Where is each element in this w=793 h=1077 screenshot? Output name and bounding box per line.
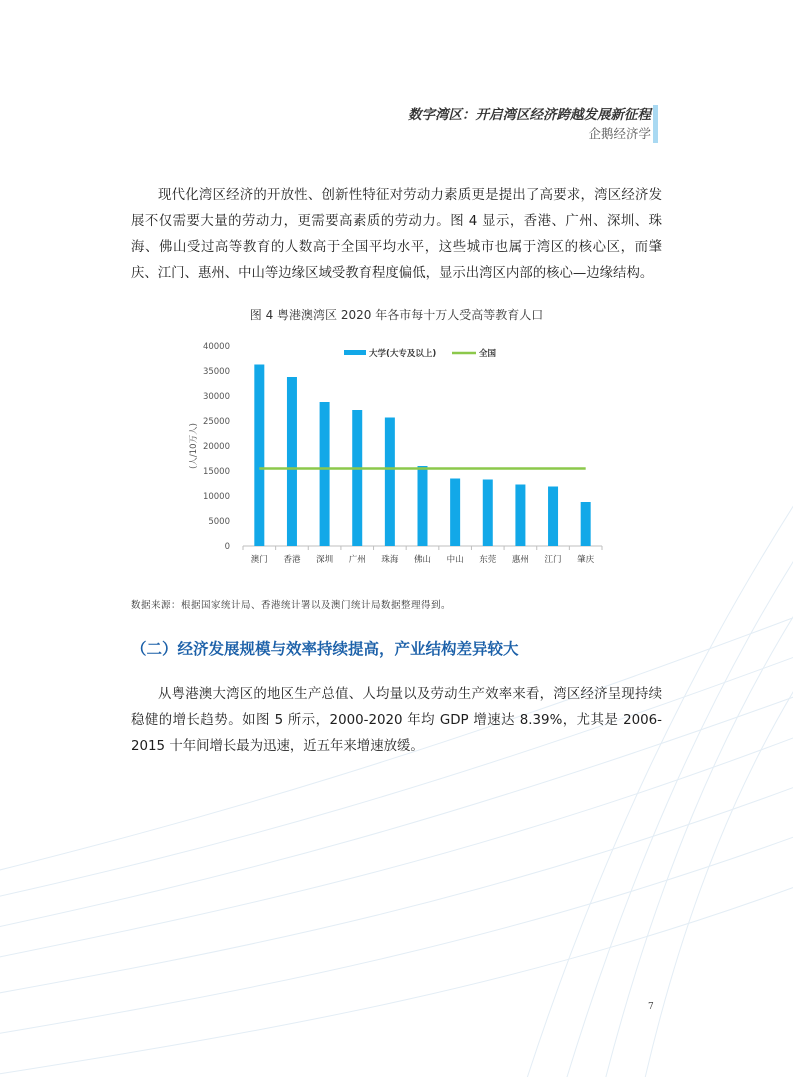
growth-paragraph-text: 从粤港澳大湾区的地区生产总值、人均量以及劳动生产效率来看，湾区经济呈现持续稳健的增长趋势。如图 5 所示，2000-2020 年均 GDP 增速达 8.39%，尤其是 2006-2015 十年间增长最为迅速，近五年来增速放缓。	[131, 687, 662, 754]
bar-惠州	[515, 485, 525, 547]
running-header	[408, 106, 651, 143]
legend-swatch-university	[344, 350, 366, 355]
y-tick-label: 5000	[208, 517, 230, 527]
y-tick-label: 10000	[202, 492, 230, 502]
growth-paragraph	[131, 682, 662, 760]
y-axis-label: (人/10万人)	[189, 423, 199, 469]
bar-中山	[450, 479, 460, 547]
figure-source: 数据来源：根据国家统计局、香港统计署以及澳门统计局数据整理得到。	[131, 600, 452, 611]
header-accent-bar	[653, 105, 658, 143]
bar-肇庆	[581, 502, 591, 546]
x-tick-label: 江门	[544, 555, 562, 565]
figure-title: 图 4 粤港澳湾区 2020 年各市每十万人受高等教育人口	[249, 308, 544, 322]
x-tick-label: 香港	[283, 555, 301, 565]
x-tick-label: 深圳	[316, 555, 334, 565]
y-tick-label: 25000	[202, 417, 230, 427]
x-tick-label: 广州	[348, 555, 366, 565]
bar-澳门	[254, 365, 264, 547]
y-tick-label: 0	[224, 542, 230, 552]
intro-paragraph	[131, 183, 662, 287]
x-tick-label: 中山	[446, 555, 464, 565]
y-tick-label: 20000	[202, 442, 230, 452]
bar-东莞	[483, 480, 493, 547]
legend-label-university: 大学(大专及以上)	[369, 349, 437, 359]
legend-label-national: 全国	[479, 349, 497, 359]
bar-香港	[287, 377, 297, 546]
section-heading: （二）经济发展规模与效率持续提高，产业结构差异较大	[131, 640, 519, 658]
bar-广州	[352, 410, 362, 546]
x-tick-label: 肇庆	[577, 555, 595, 565]
bar-深圳	[320, 402, 330, 546]
y-tick-label: 15000	[202, 467, 230, 477]
x-tick-label: 佛山	[413, 555, 432, 565]
bar-佛山	[418, 466, 428, 546]
y-tick-label: 30000	[202, 392, 230, 402]
intro-paragraph-text: 现代化湾区经济的开放性、创新性特征对劳动力素质更是提出了高要求，湾区经济发展不仅需要大量的劳动力，更需要高素质的劳动力。图 4 显示，香港、广州、深圳、珠海、佛山受过高等教育的人数高于全国平均水平，这些城市也属于湾区的核心区，而肇庆、江门、惠州、中山等边缘区域受教育程度偏低，显示出湾区内部的核心—边缘结构。	[131, 188, 662, 281]
page-number: 7	[648, 1002, 654, 1012]
x-tick-label: 珠海	[381, 555, 399, 565]
x-tick-label: 东莞	[479, 555, 497, 565]
header-subtitle: 企鹅经济学	[588, 126, 651, 141]
y-tick-label: 40000	[202, 342, 230, 352]
bar-chart	[180, 335, 610, 575]
y-tick-label: 35000	[202, 367, 230, 377]
bar-江门	[548, 487, 558, 547]
x-tick-label: 惠州	[511, 555, 529, 565]
bar-珠海	[385, 418, 395, 547]
x-tick-label: 澳门	[250, 555, 268, 565]
header-title: 数字湾区：开启湾区经济跨越发展新征程	[408, 107, 651, 123]
